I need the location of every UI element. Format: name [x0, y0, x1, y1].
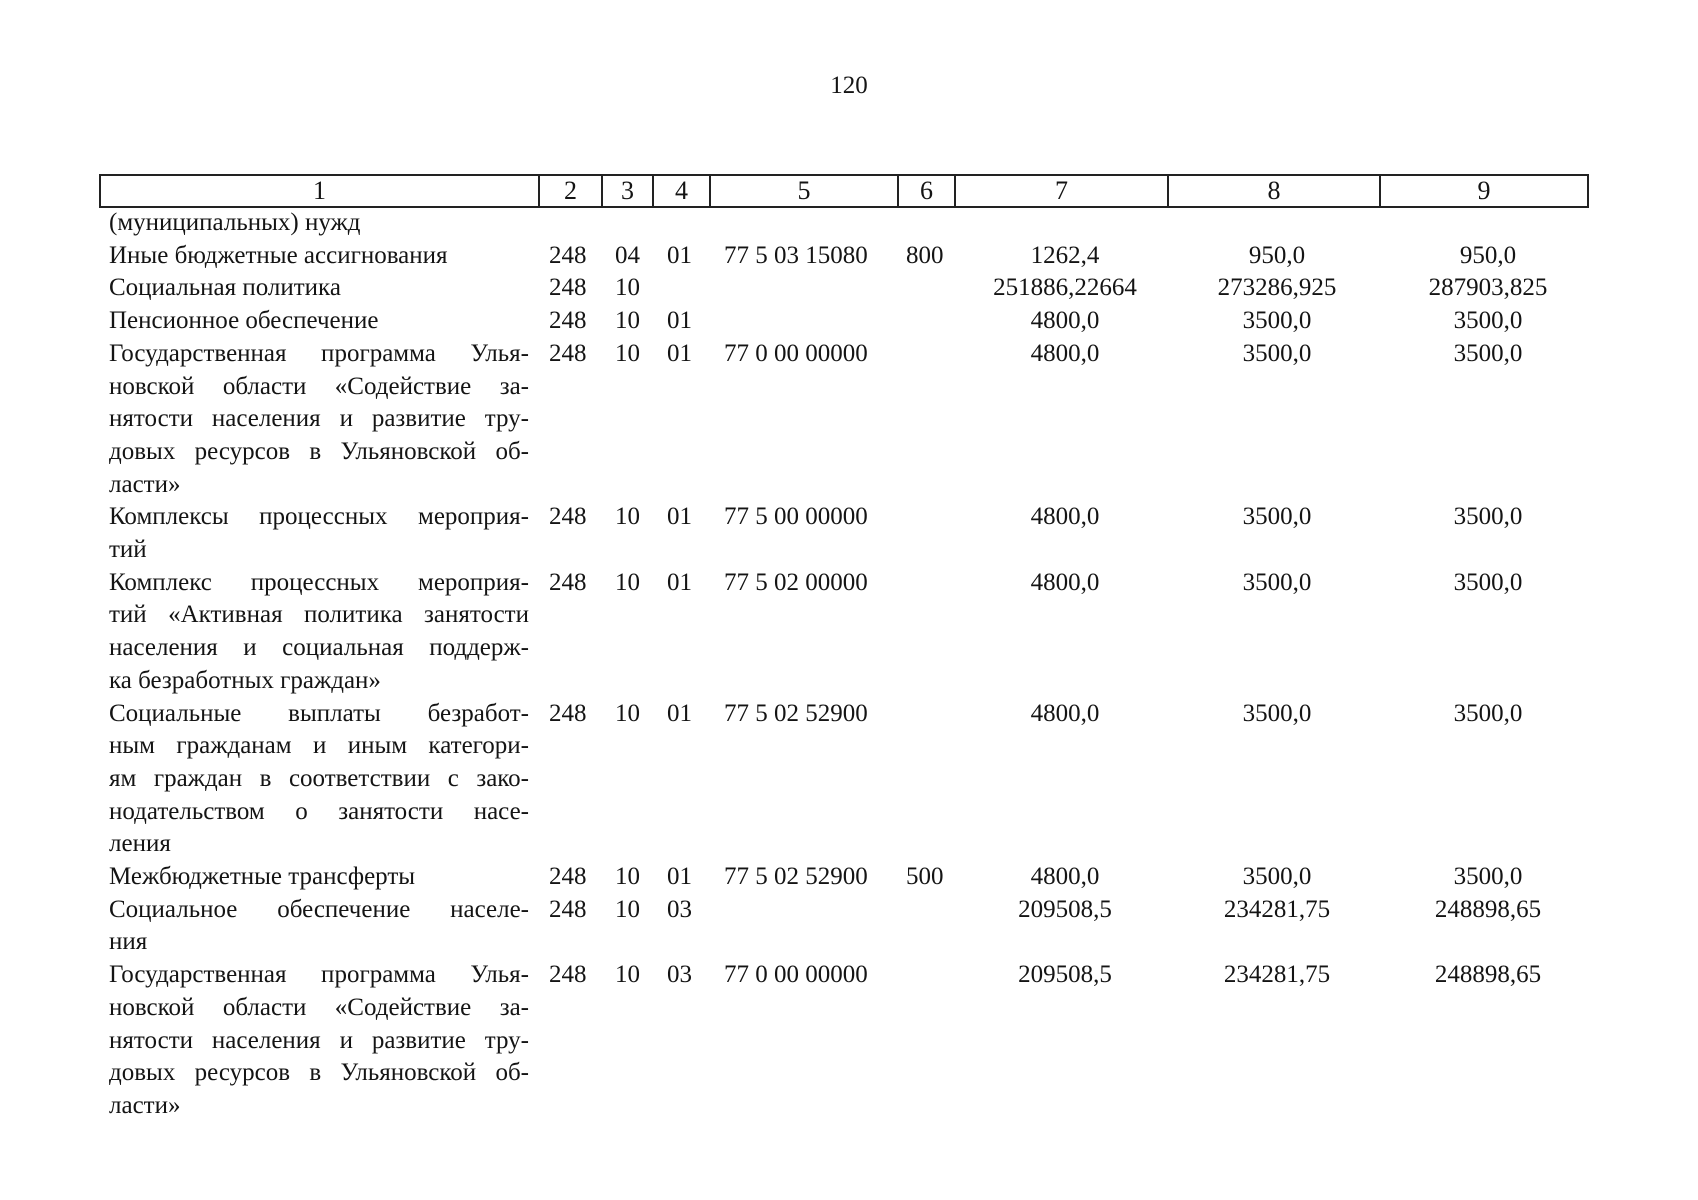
table-row [0, 305, 1698, 338]
cell-admin-code: 248 [549, 339, 587, 367]
cell-amount-9: 3500,0 [1453, 503, 1523, 531]
cell-amount-7: 4800,0 [1030, 503, 1100, 531]
column-header-1: 1 [100, 175, 539, 207]
cell-admin-code: 248 [549, 241, 587, 269]
cell-amount-7: 209508,5 [1018, 961, 1112, 989]
cell-admin-code: 248 [549, 274, 587, 302]
cell-subsection: 01 [667, 699, 692, 727]
cell-amount-8: 3500,0 [1242, 503, 1312, 531]
cell-admin-code: 248 [549, 307, 587, 335]
column-header-7: 7 [955, 175, 1168, 207]
cell-target-article: 77 5 02 00000 [724, 568, 868, 596]
column-header-4: 4 [653, 175, 710, 207]
cell-amount-9: 3500,0 [1453, 568, 1523, 596]
cell-target-article: 77 0 00 00000 [724, 339, 868, 367]
cell-amount-9: 248898,65 [1434, 895, 1542, 923]
row-description: (муниципальных) нужд [109, 209, 361, 236]
column-header-6: 6 [898, 175, 955, 207]
table-body [0, 207, 1698, 1123]
cell-amount-7: 1262,4 [1030, 241, 1100, 269]
cell-amount-8: 3500,0 [1242, 339, 1312, 367]
row-description: Межбюджетные трансферты [109, 863, 416, 891]
cell-section: 10 [615, 503, 640, 531]
cell-target-article: 77 5 00 00000 [724, 503, 868, 531]
table-row [0, 501, 1698, 566]
column-header-2: 2 [539, 175, 602, 207]
cell-amount-7: 4800,0 [1030, 699, 1100, 727]
cell-section: 10 [615, 568, 640, 596]
column-header-9: 9 [1380, 175, 1588, 207]
row-description: Государственная программа Улья- новской области «Содействие за- нятости населения и развитие тру- довых ресурсов в Ульяновской об- ласти» [109, 961, 529, 1119]
cell-amount-8: 3500,0 [1242, 307, 1312, 335]
cell-target-article: 77 5 02 52900 [724, 863, 868, 891]
page-number: 120 [830, 72, 868, 99]
cell-expense-type: 500 [906, 863, 944, 891]
cell-section: 10 [615, 863, 640, 891]
cell-amount-7: 4800,0 [1030, 863, 1100, 891]
table-row [0, 338, 1698, 502]
row-description: Комплексы процессных мероприя- тий [109, 503, 529, 564]
cell-subsection: 01 [667, 339, 692, 367]
cell-amount-7: 4800,0 [1030, 568, 1100, 596]
cell-amount-8: 3500,0 [1242, 863, 1312, 891]
cell-amount-9: 3500,0 [1453, 699, 1523, 727]
cell-admin-code: 248 [549, 699, 587, 727]
cell-amount-9: 950,0 [1459, 241, 1517, 269]
cell-amount-8: 3500,0 [1242, 699, 1312, 727]
table-row [0, 861, 1698, 894]
cell-section: 10 [615, 895, 640, 923]
cell-admin-code: 248 [549, 503, 587, 531]
cell-section: 10 [615, 339, 640, 367]
cell-subsection: 01 [667, 568, 692, 596]
cell-target-article: 77 0 00 00000 [724, 961, 868, 989]
column-header-5: 5 [710, 175, 898, 207]
row-description: Государственная программа Улья- новской области «Содействие за- нятости населения и развитие тру- довых ресурсов в Ульяновской об- ласти» [109, 339, 529, 498]
cell-amount-8: 234281,75 [1223, 961, 1331, 989]
cell-subsection: 01 [667, 241, 692, 269]
row-description: Социальная политика [109, 274, 341, 302]
table-row [0, 567, 1698, 698]
table-row [0, 240, 1698, 273]
cell-amount-9: 3500,0 [1453, 339, 1523, 367]
column-header-8: 8 [1168, 175, 1380, 207]
cell-amount-8: 273286,925 [1217, 274, 1337, 302]
table-row [0, 698, 1698, 862]
cell-section: 10 [615, 699, 640, 727]
cell-amount-9: 287903,825 [1428, 274, 1548, 302]
row-description: Иные бюджетные ассигнования [109, 241, 448, 269]
cell-subsection: 03 [667, 961, 692, 989]
table-row [0, 207, 1698, 240]
row-description: Социальные выплаты безработ- ным гражданам и иным категори- ям граждан в соответствии с зако- нодательством о занятости насе- ления [109, 699, 529, 858]
cell-amount-7: 4800,0 [1030, 307, 1100, 335]
row-description: Социальное обеспечение населе- ния [109, 895, 529, 956]
column-header-3: 3 [602, 175, 653, 207]
column-header-table [99, 174, 1589, 208]
cell-amount-8: 234281,75 [1223, 895, 1331, 923]
cell-expense-type: 800 [906, 241, 944, 269]
cell-amount-8: 950,0 [1248, 241, 1306, 269]
cell-admin-code: 248 [549, 568, 587, 596]
cell-subsection: 01 [667, 503, 692, 531]
cell-subsection: 01 [667, 863, 692, 891]
cell-admin-code: 248 [549, 863, 587, 891]
cell-subsection: 01 [667, 307, 692, 335]
cell-section: 10 [615, 307, 640, 335]
cell-amount-7: 251886,22664 [993, 274, 1137, 302]
cell-section: 04 [615, 241, 640, 269]
cell-section: 10 [615, 274, 640, 302]
cell-amount-7: 4800,0 [1030, 339, 1100, 367]
cell-amount-9: 3500,0 [1453, 307, 1523, 335]
cell-admin-code: 248 [549, 961, 587, 989]
cell-section: 10 [615, 961, 640, 989]
table-row [0, 894, 1698, 959]
table-row [0, 272, 1698, 305]
cell-admin-code: 248 [549, 895, 587, 923]
row-description: Пенсионное обеспечение [109, 307, 379, 335]
cell-amount-7: 209508,5 [1018, 895, 1112, 923]
cell-subsection: 03 [667, 895, 692, 923]
cell-amount-8: 3500,0 [1242, 568, 1312, 596]
cell-target-article: 77 5 02 52900 [724, 699, 868, 727]
table-row [0, 959, 1698, 1123]
cell-amount-9: 3500,0 [1453, 863, 1523, 891]
row-description: Комплекс процессных мероприя- тий «Активная политика занятости населения и социальная поддерж- ка безработных граждан» [109, 568, 529, 694]
cell-target-article: 77 5 03 15080 [724, 241, 868, 269]
cell-amount-9: 248898,65 [1434, 961, 1542, 989]
